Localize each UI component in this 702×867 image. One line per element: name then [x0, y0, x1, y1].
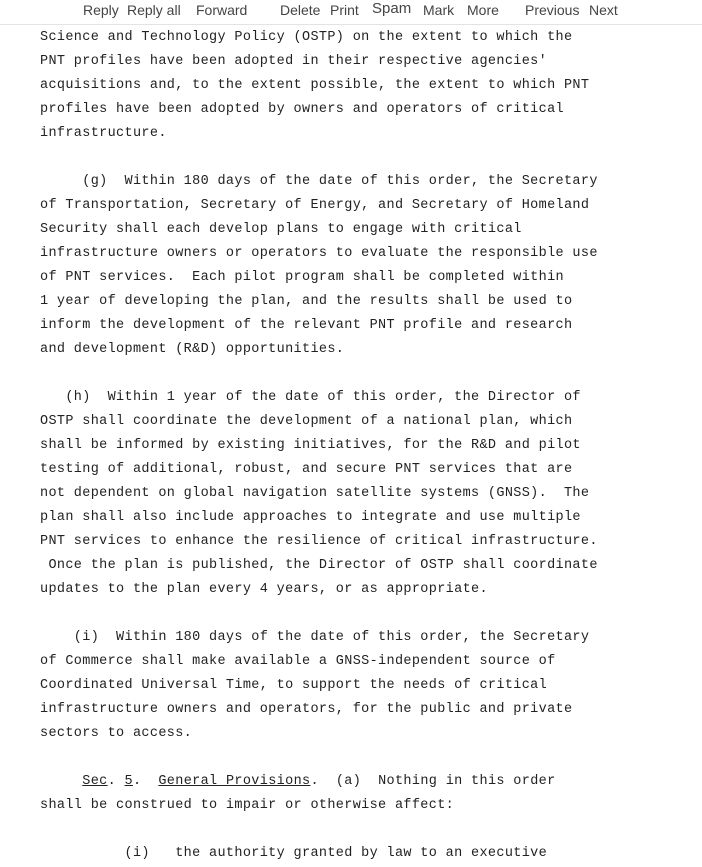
body-line: sectors to access.	[40, 726, 193, 741]
body-line: (i) Within 180 days of the date of this order, the Secretary	[40, 630, 590, 645]
body-line: acquisitions and, to the extent possible, the extent to which PNT	[40, 78, 590, 93]
reply-button[interactable]: Reply	[83, 2, 119, 18]
forward-button[interactable]: Forward	[196, 2, 248, 18]
body-line: testing of additional, robust, and secure PNT services that are	[40, 462, 573, 477]
body-line: (i) the authority granted by law to an executive	[40, 846, 548, 861]
body-line: of Transportation, Secretary of Energy, and Secretary of Homeland	[40, 198, 590, 213]
previous-button[interactable]: Previous	[525, 2, 580, 18]
body-line: infrastructure owners and operators, for the public and private	[40, 702, 573, 717]
delete-button[interactable]: Delete	[280, 2, 321, 18]
print-button[interactable]: Print	[330, 2, 359, 18]
section-heading-line	[40, 770, 556, 794]
reply-all-button[interactable]: Reply all	[127, 2, 181, 18]
body-line: profiles have been adopted by owners and operators of critical	[40, 102, 564, 117]
body-line: plan shall also include approaches to integrate and use multiple	[40, 510, 581, 525]
body-line: PNT profiles have been adopted in their respective agencies'	[40, 54, 548, 69]
body-line: of Commerce shall make available a GNSS-independent source of	[40, 654, 556, 669]
body-line: inform the development of the relevant PNT profile and research	[40, 318, 573, 333]
email-toolbar	[0, 0, 702, 25]
body-line: PNT services to enhance the resilience of critical infrastructure.	[40, 534, 598, 549]
body-line: Once the plan is published, the Director of OSTP shall coordinate	[40, 558, 598, 573]
more-button[interactable]: More	[467, 2, 499, 18]
body-line: (g) Within 180 days of the date of this order, the Secretary	[40, 174, 598, 189]
body-line: (h) Within 1 year of the date of this order, the Director of	[40, 390, 581, 405]
body-line: updates to the plan every 4 years, or as appropriate.	[40, 582, 488, 597]
section-number: 5	[124, 774, 133, 789]
body-line: shall be construed to impair or otherwise affect:	[40, 798, 455, 813]
body-line: infrastructure owners or operators to evaluate the responsible use	[40, 246, 598, 261]
body-line: OSTP shall coordinate the development of a national plan, which	[40, 414, 573, 429]
body-line: of PNT services. Each pilot program shall be completed within	[40, 270, 564, 285]
next-button[interactable]: Next	[589, 2, 618, 18]
body-line: Coordinated Universal Time, to support the needs of critical	[40, 678, 548, 693]
body-line: not dependent on global navigation satellite systems (GNSS). The	[40, 486, 590, 501]
section-text: . (a) Nothing in this order	[310, 774, 556, 789]
section-separator: .	[107, 774, 125, 789]
body-line: Science and Technology Policy (OSTP) on the extent to which the	[40, 30, 573, 45]
section-label: Sec	[82, 774, 108, 789]
section-separator: .	[132, 774, 159, 789]
body-line: infrastructure.	[40, 126, 167, 141]
section-title: General Provisions	[158, 774, 311, 789]
mark-button[interactable]: Mark	[423, 2, 455, 18]
body-line: Security shall each develop plans to engage with critical	[40, 222, 522, 237]
body-line: 1 year of developing the plan, and the results shall be used to	[40, 294, 573, 309]
body-line: shall be informed by existing initiatives, for the R&D and pilot	[40, 438, 581, 453]
section-indent	[40, 774, 82, 789]
spam-button[interactable]: Spam	[372, 0, 412, 17]
body-line: and development (R&D) opportunities.	[40, 342, 345, 357]
